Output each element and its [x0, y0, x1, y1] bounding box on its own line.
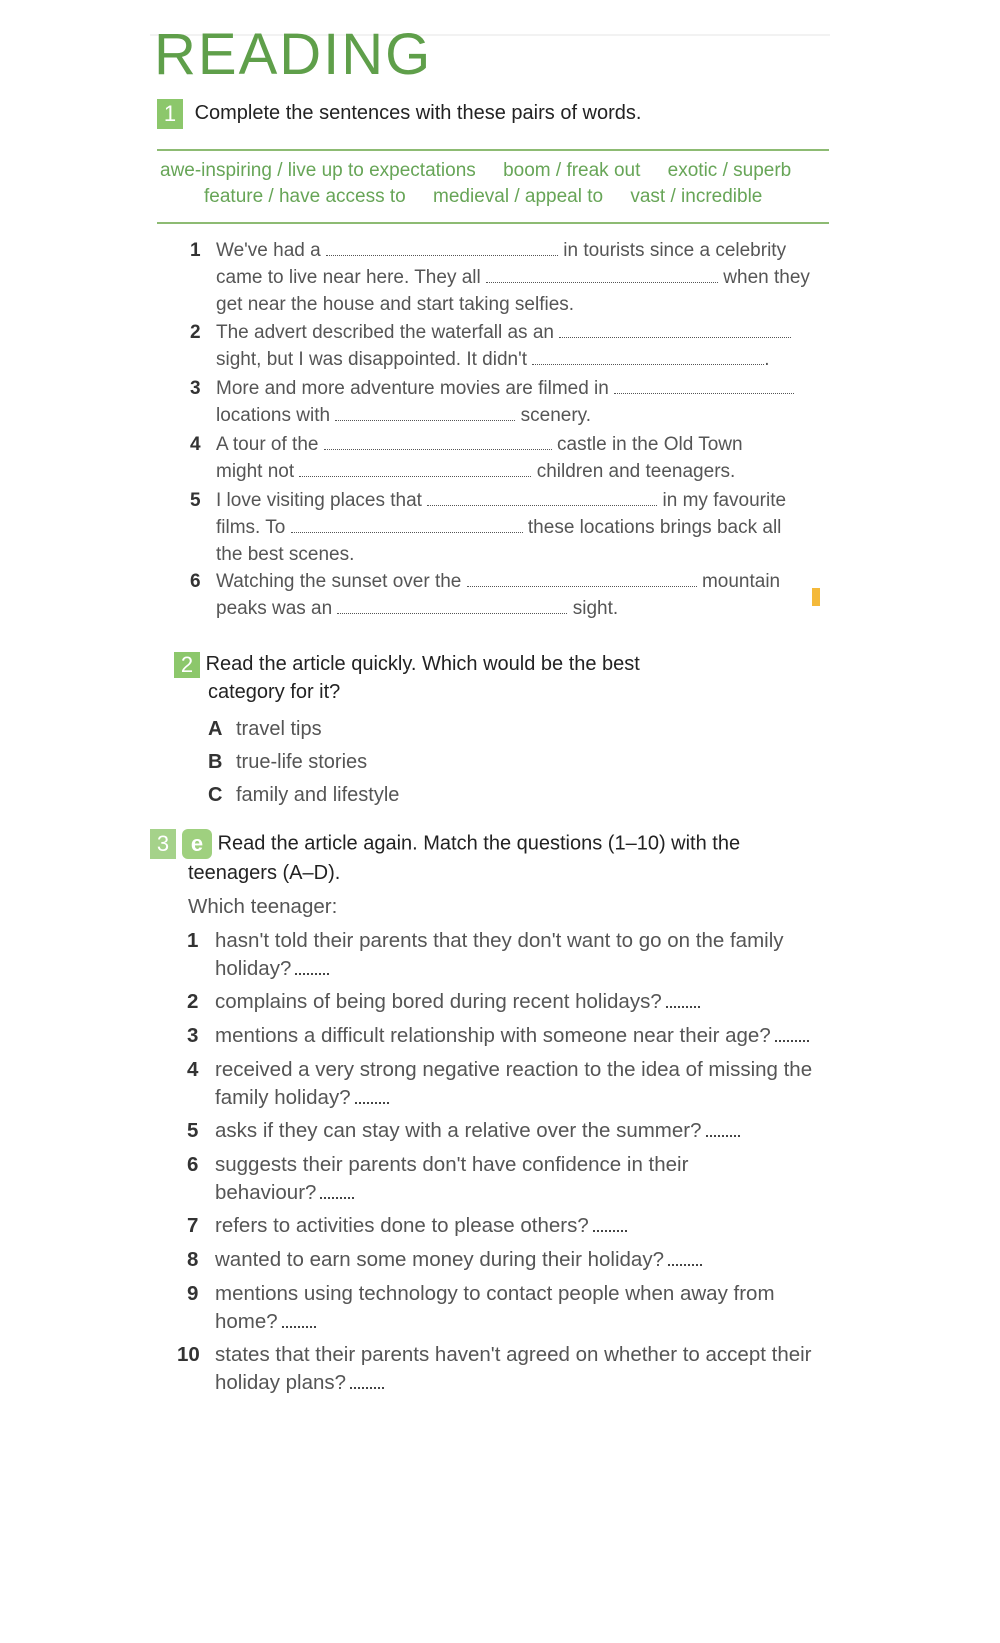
answer-blank[interactable] [593, 1216, 627, 1232]
question-6 [187, 1151, 689, 1207]
question-text: holiday? [215, 957, 292, 980]
answer-blank[interactable] [350, 1373, 384, 1389]
question-2 [187, 988, 700, 1016]
exercise-2-heading [174, 650, 640, 706]
sentence-text: children and teenagers. [536, 461, 736, 482]
answer-blank[interactable] [299, 460, 531, 477]
sentence-text: might not [216, 461, 295, 482]
word-pairs-row-2 [204, 186, 784, 208]
answer-blank[interactable] [337, 597, 567, 614]
answer-blank[interactable] [282, 1312, 316, 1328]
question-text: suggests their parents don't have confidence in their [215, 1153, 689, 1176]
answer-blank[interactable] [532, 348, 764, 365]
page-corner-marker [812, 588, 820, 606]
question-text: wanted to earn some money during their holiday? [215, 1248, 664, 1271]
exercise-2-number: 2 [174, 652, 200, 678]
sentence-number: 4 [190, 434, 201, 455]
question-number: 9 [187, 1282, 199, 1305]
exercise-1-instruction: Complete the sentences with these pairs of words. [194, 102, 642, 124]
question-4 [187, 1056, 813, 1112]
question-number: 5 [187, 1119, 199, 1142]
question-number: 3 [187, 1024, 199, 1047]
answer-blank[interactable] [320, 1183, 354, 1199]
answer-blank[interactable] [706, 1121, 740, 1137]
sentence-text: The advert described the waterfall as an [216, 322, 554, 343]
question-number: 8 [187, 1248, 199, 1271]
word-pair: vast / incredible [630, 186, 763, 207]
option-text: true-life stories [236, 751, 368, 773]
sentence-number: 5 [190, 490, 201, 511]
question-number: 1 [187, 929, 199, 952]
option-c[interactable] [208, 779, 399, 812]
e-icon: e [182, 829, 212, 859]
question-text: mentions using technology to contact people when away from [215, 1282, 775, 1305]
exercise-2-instruction-continued: category for it? [208, 681, 341, 703]
sentence-text: We've had a [216, 240, 321, 261]
question-text: mentions a difficult relationship with someone near their age? [215, 1024, 771, 1047]
question-10 [177, 1341, 812, 1397]
sentence-text: I love visiting places that [216, 490, 422, 511]
sentence-1 [190, 237, 810, 318]
answer-blank[interactable] [668, 1250, 702, 1266]
sentence-text: castle in the Old Town [557, 434, 743, 455]
option-b[interactable] [208, 746, 399, 779]
question-number: 7 [187, 1214, 199, 1237]
answer-blank[interactable] [467, 570, 697, 587]
sentence-2 [190, 319, 791, 373]
sentence-text: sight. [572, 598, 619, 619]
word-box-top-rule [157, 149, 829, 151]
sentence-text: More and more adventure movies are filmed in [216, 378, 609, 399]
question-1 [187, 927, 784, 983]
question-text: received a very strong negative reaction to the idea of missing the [215, 1058, 813, 1081]
exercise-3-instruction-continued: teenagers (A–D). [188, 862, 341, 884]
sentence-text: mountain [701, 571, 781, 592]
question-text: home? [215, 1310, 278, 1333]
word-pair: boom / freak out [503, 160, 641, 181]
question-number: 6 [187, 1153, 199, 1176]
word-pair: feature / have access to [204, 186, 406, 207]
sentence-number: 1 [190, 240, 201, 261]
answer-blank[interactable] [295, 959, 329, 975]
answer-blank[interactable] [614, 377, 794, 394]
which-teenager-lead: Which teenager: [188, 895, 338, 918]
sentence-text: when they [723, 267, 810, 288]
exercise-3-heading [150, 829, 740, 888]
sentence-text: get near the house and start taking selfies. [216, 294, 575, 315]
option-letter: C [208, 784, 223, 806]
question-text: hasn't told their parents that they don't want to go on the family [215, 929, 784, 952]
sentence-text: films. To [216, 517, 286, 538]
word-pair: exotic / superb [667, 160, 792, 181]
question-text: refers to activities done to please others? [215, 1214, 589, 1237]
sentence-text: came to live near here. They all [216, 267, 481, 288]
sentence-6 [190, 568, 781, 622]
option-letter: B [208, 751, 223, 773]
page-title: READING [154, 22, 433, 87]
question-number: 2 [187, 990, 199, 1013]
answer-blank[interactable] [559, 321, 791, 338]
answer-blank[interactable] [666, 992, 700, 1008]
sentence-text: A tour of the [216, 434, 319, 455]
question-text: behaviour? [215, 1181, 317, 1204]
question-text: family holiday? [215, 1086, 351, 1109]
sentence-number: 3 [190, 378, 201, 399]
word-pair: awe-inspiring / live up to expectations [160, 160, 476, 181]
sentence-text: scenery. [520, 405, 592, 426]
sentence-text: . [764, 349, 770, 370]
sentence-text: in my favourite [662, 490, 787, 511]
answer-blank[interactable] [775, 1026, 809, 1042]
sentence-text: Watching the sunset over the [216, 571, 462, 592]
sentence-text: these locations brings back all [527, 517, 782, 538]
option-letter: A [208, 718, 223, 740]
question-8 [187, 1246, 702, 1274]
sentence-5 [190, 487, 787, 568]
option-a[interactable] [208, 713, 399, 746]
question-number: 10 [177, 1343, 200, 1366]
sentence-text: the best scenes. [216, 544, 355, 565]
option-text: family and lifestyle [236, 784, 400, 806]
exercise-1-number: 1 [157, 99, 183, 129]
answer-blank[interactable] [326, 239, 558, 256]
question-9 [187, 1280, 775, 1336]
answer-blank[interactable] [355, 1088, 389, 1104]
sentence-number: 2 [190, 322, 201, 343]
question-text: states that their parents haven't agreed on whether to accept their [215, 1343, 812, 1366]
sentence-text: in tourists since a celebrity [563, 240, 787, 261]
answer-blank[interactable] [427, 489, 657, 506]
sentence-text: sight, but I was disappointed. It didn't [216, 349, 527, 370]
option-text: travel tips [236, 718, 322, 740]
answer-options [208, 713, 399, 812]
word-box-bottom-rule [157, 222, 829, 224]
exercise-1-heading [157, 98, 641, 129]
exercise-3-instruction: Read the article again. Match the questions (1–10) with the [217, 832, 741, 855]
word-pair: medieval / appeal to [433, 186, 604, 207]
exercise-3-number: 3 [150, 829, 176, 859]
exercise-2-instruction: Read the article quickly. Which would be the best [205, 653, 640, 675]
question-text: asks if they can stay with a relative over the summer? [215, 1119, 702, 1142]
answer-blank[interactable] [291, 516, 523, 533]
sentence-text: peaks was an [216, 598, 333, 619]
question-number: 4 [187, 1058, 199, 1081]
question-text: holiday plans? [215, 1371, 347, 1394]
answer-blank[interactable] [486, 266, 718, 283]
question-5 [187, 1117, 740, 1145]
answer-blank[interactable] [324, 433, 552, 450]
sentence-number: 6 [190, 571, 201, 592]
question-3 [187, 1022, 809, 1050]
answer-blank[interactable] [335, 404, 515, 421]
sentence-4 [190, 431, 743, 485]
sentence-text: locations with [216, 405, 331, 426]
word-pairs-row-1 [160, 160, 813, 182]
question-text: complains of being bored during recent holidays? [215, 990, 662, 1013]
sentence-3 [190, 375, 794, 429]
question-7 [187, 1212, 627, 1240]
